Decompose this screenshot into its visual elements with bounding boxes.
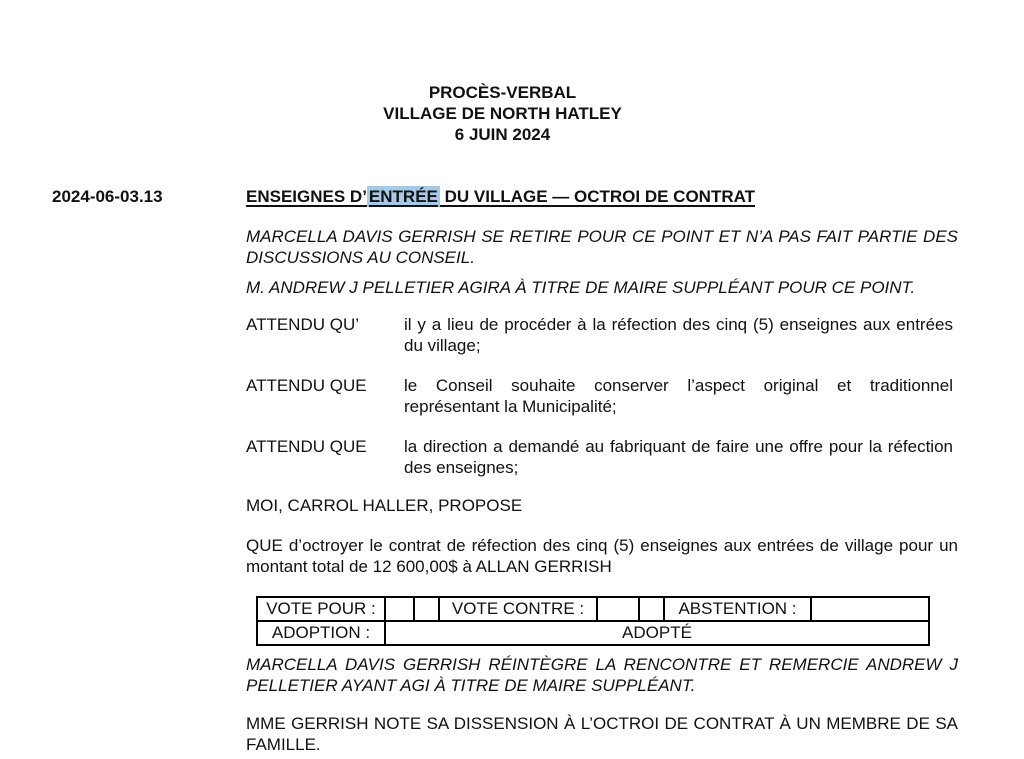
attendu-label: ATTENDU QU’ xyxy=(246,315,360,334)
adoption-value: ADOPTÉ xyxy=(385,621,929,645)
doc-header xyxy=(52,82,953,145)
adoption-label: ADOPTION : xyxy=(257,621,385,645)
attendu-text: le Conseil souhaite conserver l’aspect original et traditionnel représentant la Municipalité; xyxy=(404,376,953,416)
paragraph-dissension: MME GERRISH NOTE SA DISSENSION À L’OCTROI DE CONTRAT À UN MEMBRE DE SA FAMILLE. xyxy=(246,714,958,754)
vote-contre-label: VOTE CONTRE : xyxy=(439,597,597,621)
vote-pour-label: VOTE POUR : xyxy=(257,597,385,621)
abstention-label: ABSTENTION : xyxy=(664,597,811,621)
attendu-text: il y a lieu de procéder à la réfection des cinq (5) enseignes aux entrées du village; xyxy=(404,315,953,355)
section-heading xyxy=(246,186,958,207)
section-number: 2024-06-03.13 xyxy=(52,187,163,206)
paragraph-maire-suppleant: M. ANDREW J PELLETIER AGIRA À TITRE DE MAIRE SUPPLÉANT POUR CE POINT. xyxy=(246,278,916,297)
paragraph-propose: MOI, CARROL HALLER, PROPOSE xyxy=(246,496,523,515)
doc-title-line-1: PROCÈS-VERBAL xyxy=(428,83,577,102)
paragraph-retire: MARCELLA DAVIS GERRISH SE RETIRE POUR CE POINT ET N’A PAS FAIT PARTIE DES DISCUSSIONS AU CONSEIL. xyxy=(246,227,958,267)
abstention-cell xyxy=(811,597,929,621)
heading-pre-text: ENSEIGNES D’ xyxy=(246,187,367,206)
vote-table-row-adoption xyxy=(257,621,929,645)
attendu-label: ATTENDU QUE xyxy=(246,376,367,395)
paragraph-reintegre: MARCELLA DAVIS GERRISH RÉINTÈGRE LA RENCONTRE ET REMERCIE ANDREW J PELLETIER AYANT AGI À TITRE DE MAIRE SUPPLÉANT. xyxy=(246,655,958,695)
attendu-row-3 xyxy=(246,436,953,478)
vote-pour-cell-2 xyxy=(414,597,439,621)
attendu-row-1 xyxy=(246,314,953,356)
attendu-row-2 xyxy=(246,375,953,417)
vote-pour-cell-1 xyxy=(385,597,414,621)
paragraph-que: QUE d’octroyer le contrat de réfection des cinq (5) enseignes aux entrées de village pour un montant total de 12 600,00$ à ALLAN GERRISH xyxy=(246,536,958,576)
heading-post-text: DU VILLAGE — OCTROI DE CONTRAT xyxy=(439,187,756,206)
vote-contre-cell-1 xyxy=(597,597,639,621)
attendu-label: ATTENDU QUE xyxy=(246,437,367,456)
vote-table-row-votes xyxy=(257,597,929,621)
vote-contre-cell-2 xyxy=(639,597,664,621)
vote-table xyxy=(256,596,930,646)
doc-title-line-2: VILLAGE DE NORTH HATLEY xyxy=(383,104,622,123)
attendu-text: la direction a demandé au fabriquant de faire une offre pour la réfection des enseignes; xyxy=(404,437,953,477)
doc-title-line-3: 6 JUIN 2024 xyxy=(454,125,551,144)
search-highlight: ENTRÉE xyxy=(368,187,438,206)
section-heading-text xyxy=(246,186,755,207)
